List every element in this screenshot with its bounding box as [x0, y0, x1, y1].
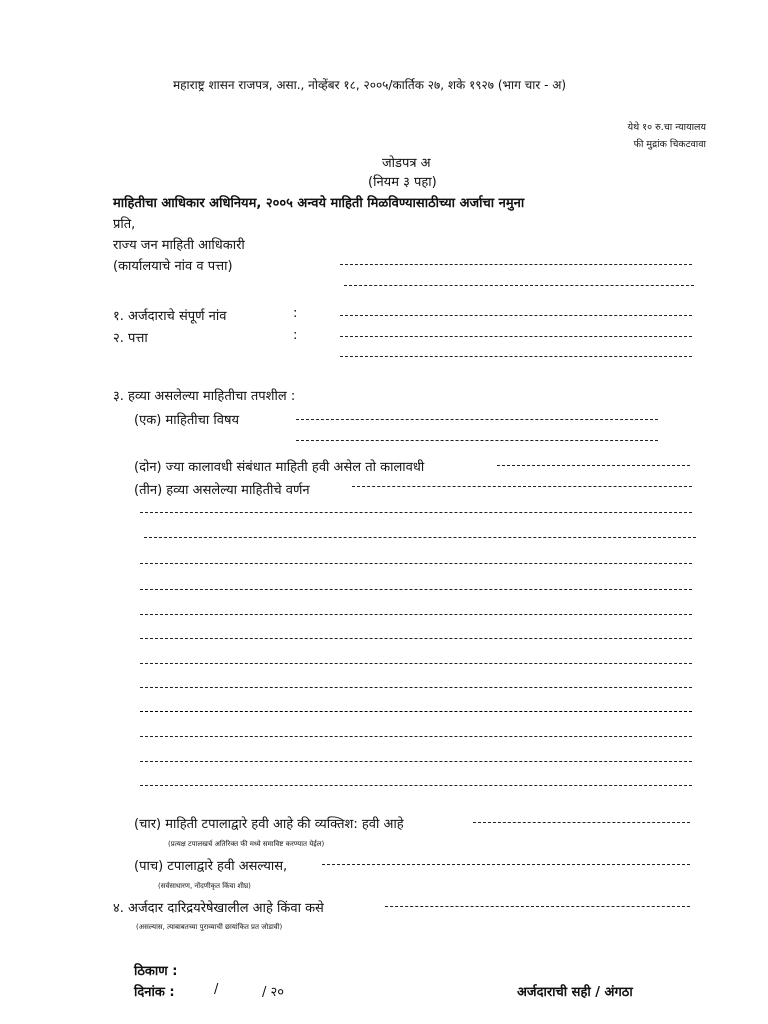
date-year: / २०	[262, 985, 285, 1000]
period-line[interactable]	[497, 465, 690, 466]
colon: :	[293, 306, 298, 321]
gazette-header: महाराष्ट्र शासन राजपत्र, असा., नोव्हेंबर १८, २००५/कार्तिक २७, शके १९२७ (भाग चार - अ)	[173, 78, 567, 92]
stamp-note-line2: फी मुद्रांक चिकटवावा	[633, 139, 706, 150]
description-line-4[interactable]	[140, 589, 692, 590]
colon: :	[293, 328, 298, 343]
description-line-2[interactable]	[144, 537, 696, 538]
period-label: (दोन) ज्या कालावधी संबंधात माहिती हवी असेल तो कालावधी	[134, 460, 425, 475]
subject-line-1[interactable]	[296, 419, 658, 420]
address-label: २. पत्ता	[113, 331, 148, 346]
office-line-1[interactable]	[340, 264, 692, 265]
description-line-1[interactable]	[140, 512, 692, 513]
description-line-8[interactable]	[140, 687, 692, 688]
bpl-status-note: (असल्यास, त्याबाबतच्या पुराव्याची छायांकित प्रत जोडावी)	[136, 923, 283, 931]
date-label: दिनांक :	[134, 985, 175, 1000]
postal-type-line[interactable]	[322, 864, 690, 865]
description-line-0[interactable]	[352, 486, 692, 487]
office-line-2[interactable]	[344, 285, 694, 286]
subject-label: (एक) माहितीचा विषय	[134, 413, 240, 428]
address-line-2[interactable]	[340, 356, 692, 357]
date-separator: /	[214, 982, 219, 997]
description-line-12[interactable]	[140, 785, 692, 786]
signature-label: अर्जदाराची सही / अंगठा	[517, 985, 633, 1000]
bpl-status-line[interactable]	[385, 906, 690, 907]
form-title: जोडपत्र अ	[382, 156, 431, 171]
info-details-label: ३. हव्या असलेल्या माहितीचा तपशील :	[113, 389, 296, 404]
rule-reference: (नियम ३ पहा)	[368, 175, 437, 190]
postal-type-label: (पाच) टपालाद्वारे हवी असल्यास,	[134, 859, 288, 874]
description-line-3[interactable]	[140, 563, 692, 564]
office-name-address-label: (कार्यालयाचे नांव व पत्ता)	[113, 259, 233, 274]
place-label: ठिकाण :	[134, 964, 178, 979]
description-line-11[interactable]	[140, 761, 692, 762]
description-line-6[interactable]	[140, 638, 692, 639]
description-line-5[interactable]	[140, 614, 692, 615]
bpl-status-label: ४. अर्जदार दारिद्रयरेषेखालील आहे किंवा कसे	[113, 901, 324, 916]
description-label: (तीन) हव्या असलेल्या माहितीचे वर्णन	[134, 483, 310, 498]
stamp-note-line1: येथे १० रु.चा न्यायालय	[627, 122, 706, 133]
delivery-mode-label: (चार) माहिती टपालाद्वारे हवी आहे की व्यक्तिश: हवी आहे	[134, 817, 404, 832]
form-heading: माहितीचा आधिकार अधिनियम, २००५ अन्वये माहिती मिळविण्यासाठीच्या अर्जाचा नमुना	[113, 196, 525, 211]
description-line-7[interactable]	[140, 663, 692, 664]
applicant-name-line[interactable]	[340, 315, 692, 316]
address-line-1[interactable]	[340, 336, 692, 337]
prati-label: प्रति,	[113, 217, 136, 232]
description-line-9[interactable]	[140, 711, 692, 712]
description-line-10[interactable]	[140, 736, 692, 737]
delivery-mode-note: (प्रत्यक्ष टपालखर्च अतिरिक्त फी मध्ये समाविष्ट करण्यात येईल)	[168, 840, 325, 848]
officer-label: राज्य जन माहिती आधिकारी	[113, 238, 245, 253]
delivery-mode-line[interactable]	[473, 822, 690, 823]
subject-line-2[interactable]	[296, 440, 658, 441]
postal-type-note: (सर्वसाधारण, नोंदणीकृत किंवा शीघ्र)	[158, 882, 251, 890]
applicant-name-label: १. अर्जदाराचे संपूर्ण नांव	[113, 309, 227, 324]
